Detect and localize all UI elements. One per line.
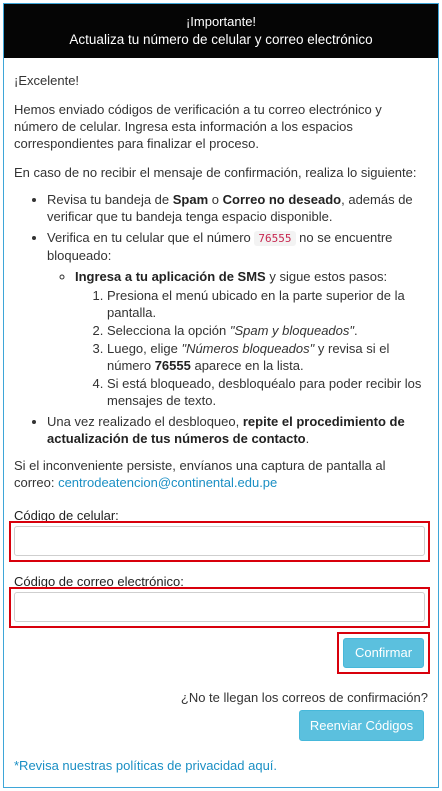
email-code-input[interactable] (14, 592, 425, 622)
not-arriving-text: ¿No te llegan los correos de confirmación? (180, 690, 428, 705)
list-item (107, 322, 428, 339)
modal-subtitle: Actualiza tu número de celular y correo electrónico (69, 32, 373, 47)
text: Verifica en tu celular que el número (47, 230, 255, 245)
text: y revisa si el número (107, 341, 390, 373)
list-item (107, 340, 428, 374)
persist-text (14, 457, 428, 491)
modal-header (4, 4, 438, 58)
steps-list (75, 287, 428, 409)
text: , además de verificar que tu bandeja tenga espacio disponible. (47, 192, 413, 224)
support-email-link[interactable]: centrodeatencion@continental.edu.pe (58, 475, 278, 490)
junk-text: Correo no deseado (222, 192, 342, 207)
repeat-text: repite el procedimiento de actualización de tus números de contacto (47, 414, 405, 446)
greeting-text: ¡Excelente! (14, 73, 80, 88)
text: no se encuentre bloqueado: (47, 230, 393, 263)
confirm-button[interactable]: Confirmar (343, 638, 424, 668)
modal-dialog (3, 3, 439, 788)
list-item: 1. Presiona el menú ubicado en la parte superior de la pantalla. (107, 287, 428, 321)
modal-title: ¡Importante! (185, 14, 257, 29)
text: Revisa tu bandeja de (47, 192, 173, 207)
text: Una vez realizado el desbloqueo, (47, 414, 243, 429)
sms-number-text: 76555 (154, 358, 191, 373)
list-item (47, 229, 428, 409)
list-item (75, 268, 428, 409)
sms-app-text: Ingresa a tu aplicación de SMS (75, 269, 266, 284)
phone-code-label: Código de celular: (14, 508, 119, 523)
modal-body (4, 58, 438, 491)
spam-option-text: "Spam y bloqueados" (229, 323, 355, 338)
list-item (47, 191, 428, 225)
text: . (305, 431, 310, 446)
intro-text: Hemos enviado códigos de verificación a tu correo electrónico y número de celular. Ingresa esta información a los espacios correspondientes para finalizar el proceso. (14, 102, 382, 151)
text: Si el inconveniente persiste, envíanos una captura de pantalla al correo: (14, 458, 386, 490)
text: y sigue estos pasos: (265, 269, 388, 284)
instructions-lead: En caso de no recibir el mensaje de confirmación, realiza lo siguiente: (14, 165, 417, 180)
email-code-label: Código de correo electrónico: (14, 574, 184, 589)
text: o (208, 192, 223, 207)
phone-code-input[interactable] (14, 526, 425, 556)
sub-list (47, 268, 428, 409)
instructions-list (14, 191, 428, 447)
blocked-option-text: "Números bloqueados" (181, 341, 315, 356)
text: Selecciona la opción (107, 323, 230, 338)
text: . (354, 323, 358, 338)
list-item (47, 413, 428, 447)
sms-number-code: 76555 (254, 231, 295, 246)
list-item: 4. Si está bloqueado, desbloquéalo para poder recibir los mensajes de texto. (107, 375, 428, 409)
privacy-policy-link[interactable]: *Revisa nuestras políticas de privacidad aquí. (14, 758, 278, 773)
text: aparece en la lista. (190, 358, 304, 373)
spam-text: Spam (172, 192, 209, 207)
resend-codes-button[interactable]: Reenviar Códigos (299, 710, 424, 741)
text: Luego, elige (107, 341, 182, 356)
